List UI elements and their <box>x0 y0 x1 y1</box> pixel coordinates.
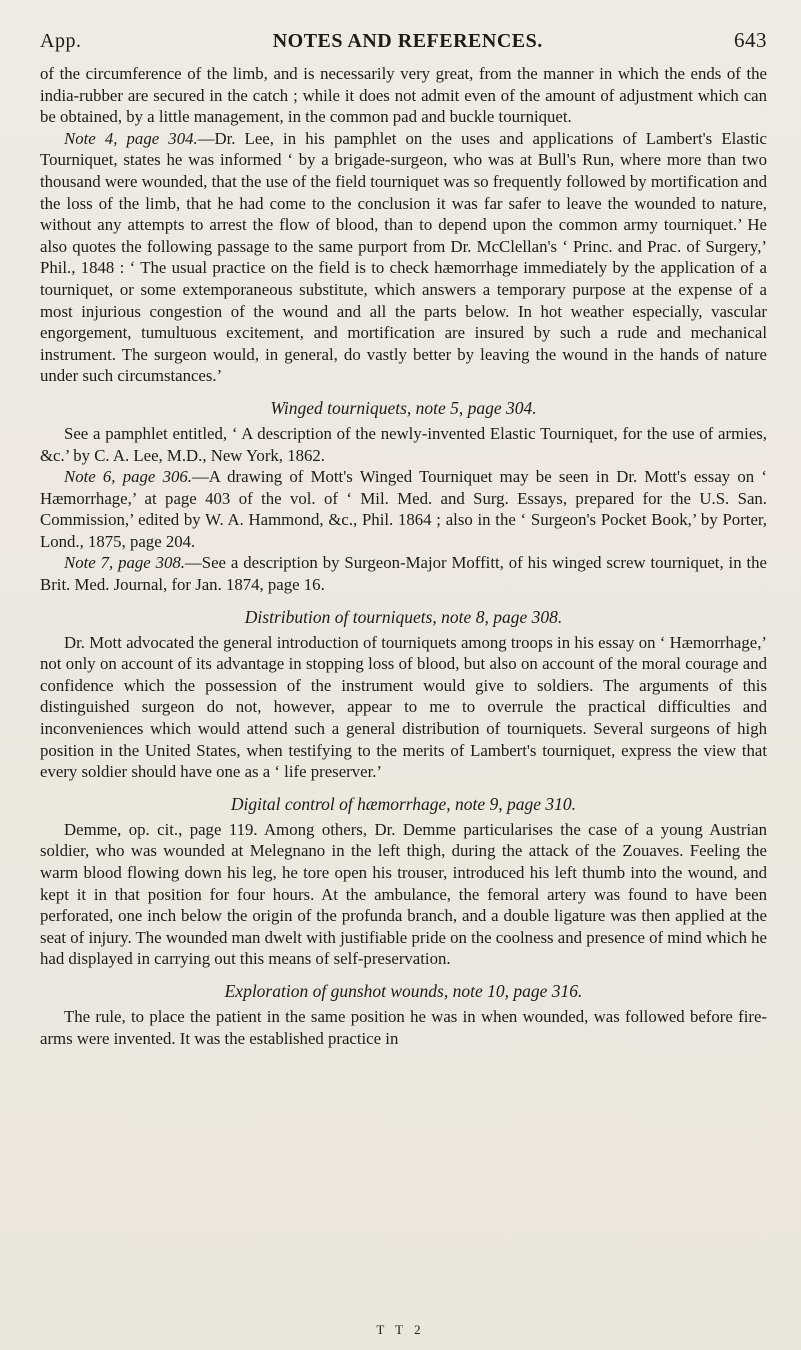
note-label: Note 6, page 306. <box>64 467 192 487</box>
paragraph: The rule, to place the patient in the same position he was in when wounded, was followed before fire-arms were invented. It was the established practice in <box>40 1006 767 1048</box>
section-heading-digital-control: Digital control of hæmorrhage, note 9, page 310. <box>230 793 577 814</box>
note-label: Note 4, page 304. <box>64 128 198 148</box>
paragraph-continuation: of the circumference of the limb, and is necessarily very great, from the manner in which the ends of the india-rubber are secured in the catch ; while it does not admit even of the amount of adjustment which can be obtained, by a little management, in the common pad and buckle tourniquet. <box>40 64 767 127</box>
note-label: Note 7, page 308. <box>64 553 185 573</box>
section-heading-exploration: Exploration of gunshot wounds, note 10, page 316. <box>224 980 583 1001</box>
paragraph-note-7 <box>40 552 767 595</box>
paragraph: Demme, op. cit., page 119. Among others, Dr. Demme particularises the case of a young Austrian soldier, who was wounded at Melegnano in the left thigh, during the attack of the Zouaves. Feeling the warm blood flowing down his leg, he tore open his trouser, introduced his left thumb into the wound, and kept it in that position for four hours. At the ambulance, the femoral artery was found to have been perforated, one inch below the origin of the profunda branch, and a double ligature was then applied at the seat of injury. The wounded man dwelt with justifiable pride on the coolness and presence of mind which he had displayed in carrying out this means of self-preservation. <box>40 819 768 969</box>
paragraph: Dr. Mott advocated the general introduction of tourniquets among troops in his essay on ‘ Hæmorrhage,’ not only on account of its advantage in stopping loss of blood, but also on account of the moral courage and confidence which the possession of the instrument would give to soldiers. The arguments of this distinguished surgeon do not, however, appear to me to overrule the practical difficulties and inconveniences which would attend such a general distribution of tourniquets. Several surgeons of high position in the United States, when testifying to the merits of Lambert's tourniquet, express the view that every soldier should have one as a ‘ life preserver.’ <box>40 632 767 782</box>
paragraph-text: —See a description by Surgeon-Major Moffitt, of his winged screw tourniquet, in the Brit. Med. Journal, for Jan. 1874, page 16. <box>40 553 767 595</box>
header-title: NOTES AND REFERENCES. <box>272 30 543 52</box>
body-text <box>40 63 767 1049</box>
paragraph-note-6 <box>40 466 767 552</box>
header-section-label: App. <box>40 30 82 52</box>
paragraph-note-4 <box>40 128 767 387</box>
running-head <box>40 28 767 53</box>
paragraph-text: —A drawing of Mott's Winged Tourniquet may be seen in Dr. Mott's essay on ‘ Hæmorrhage,’ at page 403 of the vol. of ‘ Mil. Med. and Surg. Essays, prepared for the U.S. San. Commission,’ edited by W. A. Hammond, &c., Phil. 1864 ; also in the ‘ Surgeon's Pocket Book,’ by Porter, Lond., 1875, page 204. <box>40 467 767 551</box>
section-heading-winged-tourniquets: Winged tourniquets, note 5, page 304. <box>270 397 537 418</box>
signature-mark: T T 2 <box>376 1322 425 1337</box>
page-number: 643 <box>734 28 767 52</box>
paragraph: See a pamphlet entitled, ‘ A description of the newly-invented Elastic Tourniquet, for the use of armies, &c.’ by C. A. Lee, M.D., New York, 1862. <box>40 423 767 465</box>
paragraph-text: —Dr. Lee, in his pamphlet on the uses and applications of Lambert's Elastic Tourniquet, states he was informed ‘ by a brigade-surgeon, who was at Bull's Run, where more than two thousand were wounded, that the use of the field tourniquet was so frequently followed by mortification and the loss of the limb, that he had come to the conclusion it was far safer to leave the wounded to nature, without any attempts to arrest the flow of blood, than to depend upon the common army tourniquet.’ He also quotes the following passage to the same purport from Dr. McClellan's ‘ Princ. and Prac. of Surgery,’ Phil., 1848 : ‘ The usual practice on the field is to check hæmorrhage immediately by the application of a tourniquet, or some extemporaneous substitute, which answers a temporary purpose at the expense of a most injurious congestion of the wound and all the parts below. In hot weather especially, vascular engorgement, tumultuous excitement, and mortification are insured by such a rude and mechanical instrument. The surgeon would, in general, do vastly better by leaving the wound in the hands of nature under such circumstances.’ <box>40 128 767 386</box>
section-heading-distribution: Distribution of tourniquets, note 8, page 308. <box>244 606 563 627</box>
